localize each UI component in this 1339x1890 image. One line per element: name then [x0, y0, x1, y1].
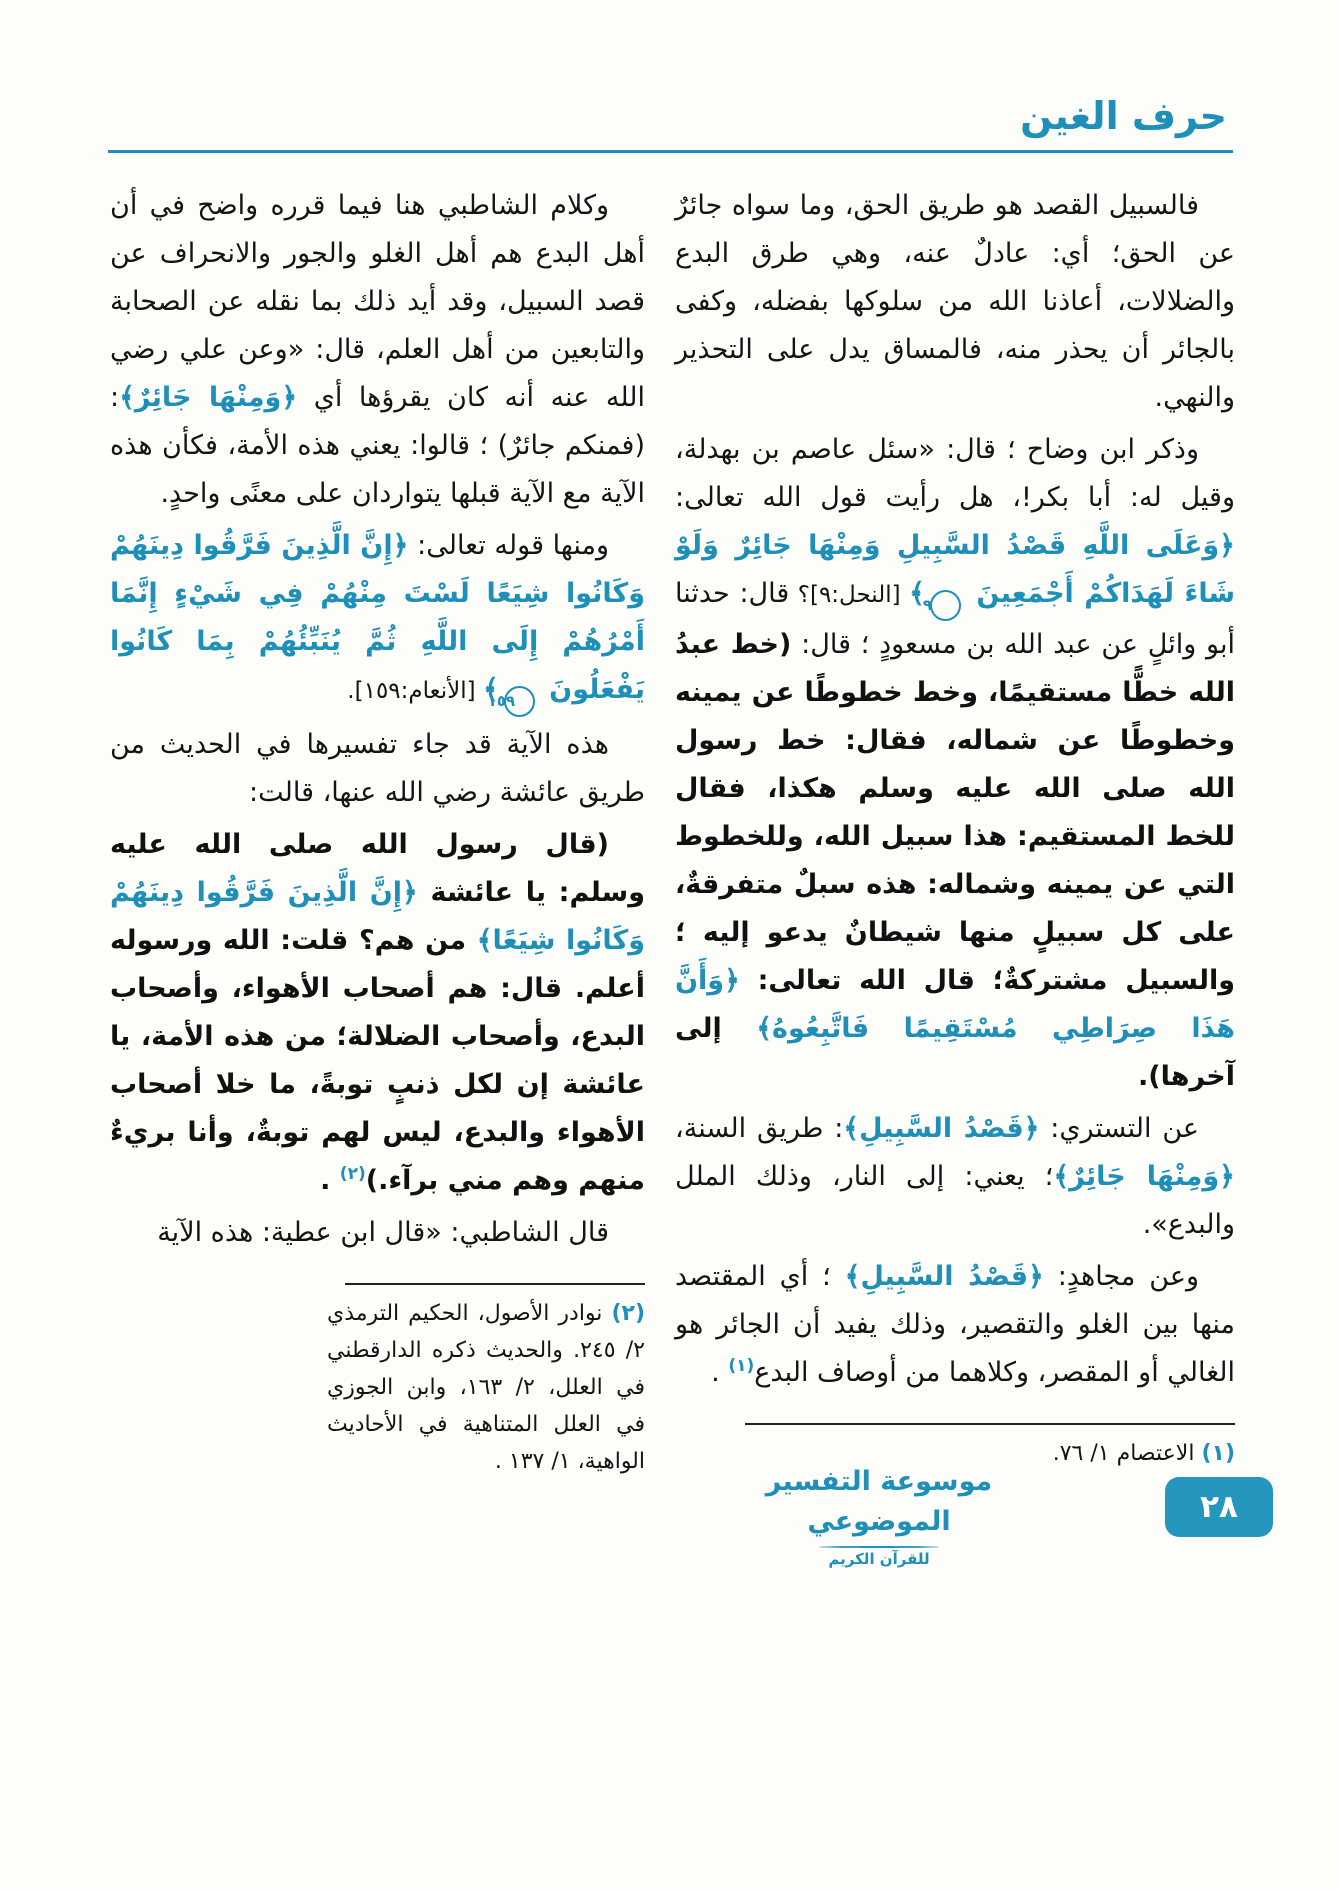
paragraph [675, 182, 1235, 422]
emphasis-text: من هم؟ قلت: الله ورسوله أعلم. قال: هم أصحاب الأهواء، وأصحاب البدع، وأصحاب الضلالة؛ من هذه الأمة، يا عائشة إن لكل ذنبٍ توبةً، ما خلا أصحاب الأهواء والبدع، ليس لهم توبةٌ، وأنا بريءٌ منهم وهم مني برآء.) [110, 925, 645, 1196]
page-number-badge: ٢٨ [1165, 1477, 1273, 1537]
quran-verse: ﴿وَعَلَى اللَّهِ قَصْدُ السَّبِيلِ وَمِنْهَا جَائِرٌ وَلَوْ شَاءَ لَهَدَاكُمْ أَجْمَعِينَ [675, 530, 1236, 609]
quran-verse: ﴿وَمِنْهَا جَائِرٌ﴾ [119, 382, 298, 413]
footnote-body: نوادر الأصول، الحكيم الترمذي ٢/ ٢٤٥. والحديث ذكره الدارقطني في العلل، ٢/ ١٦٣، وابن الجوزي في العلل المتناهية في الأحاديث الواهية، ١/ ١٣٧ . [327, 1301, 645, 1474]
footnote-marker: (١) [728, 1356, 755, 1376]
footnote-number: (٢) [611, 1301, 645, 1326]
paragraph [675, 1253, 1235, 1397]
body-text: : (فمنكم جائرٌ) ؛ قالوا: يعني هذه الأمة، فكأن هذه الآية مع الآية قبلها يتواردان على معنًى واحدٍ. [110, 382, 645, 509]
body-text: وكلام الشاطبي هنا فيما قرره واضح في أن أهل البدع هم أهل الغلو والجور والانحراف عن قصد السبيل، وقد أيد ذلك بما نقله عن الصحابة والتابعين من أهل العلم، قال: «وعن علي رضي الله عنه أنه كان يقرؤها أي [110, 190, 646, 413]
body-text: ؛ أي المقتصد منها بين الغلو والتقصير، وذلك يفيد أن الجائر هو الغالي أو المقصر، وكلاهما من أوصاف البدع [675, 1261, 1235, 1388]
body-text: ؛ يعني: إلى النار، وذلك الملل والبدع». [675, 1161, 1235, 1240]
footnote-marker: (٢) [339, 1164, 366, 1184]
quran-verse: ﴿وَأَنَّ هَذَا صِرَاطِي مُسْتَقِيمًا فَاتَّبِعُوهُ﴾ [675, 965, 1235, 1044]
body-text: ومنها قوله تعالى: [408, 530, 609, 561]
ayah-number-badge: ٩ [930, 590, 961, 621]
body-text: وذكر ابن وضاح ؛ قال: «سئل عاصم بن بهدلة، وقيل له: أبا بكر!، هل رأيت قول الله تعالى: [675, 434, 1235, 513]
left-column [110, 182, 645, 1480]
right-column [675, 182, 1235, 1472]
footnote-divider [745, 1423, 1235, 1425]
ayah-number-badge: ١٥٩ [504, 686, 535, 717]
footnote-block [110, 1283, 645, 1480]
body-text: هذه الآية قد جاء تفسيرها في الحديث من طريق عائشة رضي الله عنها، قالت: [110, 729, 645, 808]
publisher-logo [764, 1462, 994, 1570]
quran-verse: ﴿إِنَّ الَّذِينَ فَرَّقُوا دِينَهُمْ وَكَانُوا شِيَعًا﴾ [110, 877, 645, 956]
header-divider [108, 150, 1233, 153]
publisher-logo-subtitle: للقرآن الكريم [828, 1550, 930, 1568]
paragraph [675, 426, 1235, 1101]
emphasis-text: إلى آخرها). [675, 1013, 1235, 1092]
paragraph [110, 522, 645, 717]
quran-verse: ﴿وَمِنْهَا جَائِرٌ﴾ [1053, 1161, 1235, 1192]
emphasis-text: (خط عبدُ الله خطًّا مستقيمًا، وخط خطوطًا عن يمينه وخطوطًا عن شماله، فقال: خط رسول الله صلى الله عليه وسلم هكذا، فقال للخط المستقيم: هذا سبيل الله، وللخطوط التي عن يمينه وشماله: هذه سبلٌ متفرقةٌ، على كل سبيلٍ منها شيطانٌ يدعو إليه ؛ والسبيل مشتركةٌ؛ قال الله تعالى: [675, 629, 1235, 996]
body-text: وعن مجاهدٍ: [1043, 1261, 1199, 1292]
surah-reference: [الأنعام:١٥٩]. [347, 678, 483, 704]
quran-verse: ﴾ [909, 578, 925, 609]
body-text: قال الشاطبي: «قال ابن عطية: هذه الآية [157, 1217, 609, 1248]
emphasis-text: . [320, 1165, 340, 1196]
paragraph [110, 1209, 645, 1257]
chapter-heading: حرف الغين [1020, 94, 1227, 138]
paragraph [675, 1105, 1235, 1249]
body-text: قال: حدثنا أبو وائلٍ عن عبد الله بن مسعودٍ ؛ قال: [675, 578, 1235, 660]
paragraph [110, 821, 645, 1205]
footnote-number: (١) [1201, 1441, 1235, 1466]
emphasis-text: (قال رسول الله صلى الله عليه وسلم: يا عائشة [110, 829, 645, 908]
footnote-divider [345, 1283, 645, 1285]
body-text: عن التستري: [1039, 1113, 1199, 1144]
quran-verse: ﴿قَصْدُ السَّبِيلِ﴾ [843, 1113, 1040, 1144]
quran-verse: ﴿قَصْدُ السَّبِيلِ﴾ [844, 1261, 1044, 1292]
paragraph [110, 721, 645, 817]
footnote-text [327, 1295, 645, 1480]
paragraph [110, 182, 645, 518]
publisher-logo-title: موسوعة التفسير الموضوعي [765, 1466, 993, 1537]
surah-reference: [النحل:٩]؟ [789, 582, 910, 608]
body-text: : طريق السنة، [675, 1113, 844, 1144]
quran-verse: ﴾ [482, 674, 499, 705]
quran-verse: ﴿إِنَّ الَّذِينَ فَرَّقُوا دِينَهُمْ وَكَانُوا شِيَعًا لَسْتَ مِنْهُمْ فِي شَيْءٍ إِنَّمَا أَمْرُهُمْ إِلَى اللَّهِ ثُمَّ يُنَبِّئُهُمْ بِمَا كَانُوا يَفْعَلُونَ [110, 530, 645, 705]
body-text: . [711, 1357, 729, 1388]
body-text: فالسبيل القصد هو طريق الحق، وما سواه جائرٌ عن الحق؛ أي: عادلٌ عنه، وهي طرق البدع والضلالات، أعاذنا الله من سلوكها بفضله، وكفى بالجائر أن يحذر منه، فالمساق يدل على التحذير والنهي. [675, 190, 1235, 413]
footnote-body: الاعتصام ١/ ٧٦. [1052, 1441, 1202, 1466]
